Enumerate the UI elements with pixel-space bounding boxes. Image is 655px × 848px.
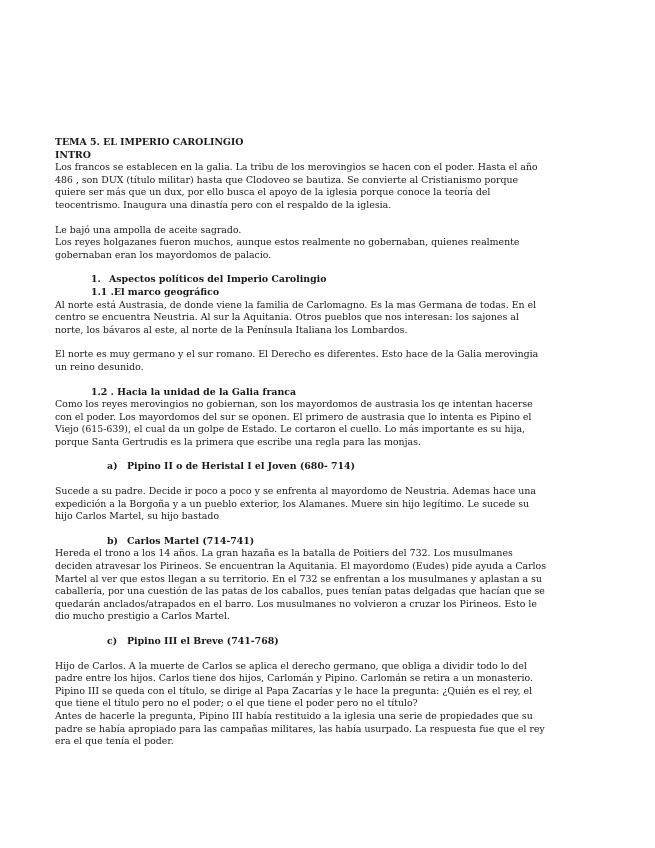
section-1-number: 1. [91,274,101,286]
intro-paragraph-1: Los francos se establecen en la galia. La tribu de los merovingios se hacen con el poder. Hasta el año 486 , son DUX (título militar) hasta que Clodoveo se bautiza. Se convierte al Cristianismo porque quiere ser más que un dux, por ello busca el apoyo de la iglesia porque conoce la teoría del teocentrismo. Inaugura una dinastía pero con el respaldo de la iglesia. [55,162,538,211]
subheading-a [55,461,547,474]
subsection-1-1-paragraph-2: El norte es muy germano y el sur romano. El Derecho es diferentes. Esto hace de la Galia merovingia un reino desunido. [55,349,539,373]
subheading-c-paragraph-1: Hijo de Carlos. A la muerte de Carlos se aplica el derecho germano, que obliga a dividir todo lo del padre entre los hijos. Carlos tiene dos hijos, Carlomán y Pipino. Carlomán se retira a un monasterio. Pipino III se queda con el título, se dirige al Papa Zacarías y le hace la pregunta: ¿Quién es el rey, el que tiene el título pero no el poder; o el que tiene el poder pero no el título? [55,660,533,710]
intro-paragraph-2: Le bajó una ampolla de aceite sagrado. [55,224,242,236]
subheading-b-title: Carlos Martel (714-741) [127,535,255,547]
intro-paragraph-3: Los reyes holgazanes fueron muchos, aunque estos realmente no gobernaban, quienes realmente gobernaban eran los mayordomos de palacio. [55,237,520,261]
subheading-a-title: Pipino II o de Heristal I el Joven (680- 714) [127,461,356,473]
subheading-b-paragraph: Hereda el trono a los 14 años. La gran hazaña es la batalla de Poitiers del 732. Los musulmanes deciden atravesar los Pirineos. Se encuentran la Aquitania. El mayordomo (Eudes) pide ayuda a Carlos Martel al ver que estos llegan a su territorio. En el 732 se enfrentan a los musulmanes y aplastan a su caballería, por una cuestión de las patas de los caballos, pues tenían patas delgadas que hacían que se quedarán anclados/atrapados en el barro. Los musulmanes no volvieron a cruzar los Pirineos. Esto le dio mucho prestigio a Carlos Martel. [55,548,547,623]
subheading-c-paragraph-2: Antes de hacerle la pregunta, Pipino III había restituido a la iglesia una serie de propiedades que su padre se había apropiado para las campañas militares, las había usurpado. La respuesta fue que el rey era el que tenía el poder. [55,710,545,748]
subheading-c-label: c) [107,636,118,647]
subheading-c-title: Pipino III el Breve (741-768) [127,636,279,647]
subsection-1-2-paragraph-1: Como los reyes merovingios no gobiernan, son los mayordomos de austrasia los qe intentan hacerse con el poder. Los mayordomos del sur se oponen. El primero de austrasia que lo intenta es Pipino el Viejo (615-639), el cual da un golpe de Estado. Le cortaron el cuello. Lo más importante es su hija, porque Santa Gertrudis es la primera que escribe una regla para las monjas. [55,399,533,448]
subheading-b-label: b) [107,535,118,547]
subsection-1-2-heading: 1.2 . Hacia la unidad de la Galia franca [91,386,297,398]
subheading-a-paragraph: Sucede a su padre. Decide ir poco a poco y se enfrenta al mayordomo de Neustria. Ademas hace una expedición a la Borgoña y a un pueblo exterior, los Alamanes. Muere sin hijo legítimo. Le sucede su hijo Carlos Martel, su hijo bastado [55,486,536,523]
subheading-a-label: a) [107,461,118,473]
subsection-1-1-paragraph-1: Al norte está Austrasia, de donde viene la familia de Carlomagno. Es la mas Germana de todas. En el centro se encuentra Neustria. Al sur la Aquitania. Otros pueblos que nos interesan: los sajones al norte, los bávaros al este, al norte de la Península Italiana los Lombardos. [55,299,537,336]
intro-heading: INTRO [55,149,91,161]
subheading-b [55,536,547,549]
subsection-1-1-heading: 1.1 .El marco geográfico [91,286,220,298]
document-body [55,137,547,749]
document-title: TEMA 5. EL IMPERIO CAROLINGIO [55,137,244,148]
section-1-title: Aspectos políticos del Imperio Carolingio [109,274,327,286]
subheading-c [55,636,547,649]
section-1-heading [55,274,547,287]
